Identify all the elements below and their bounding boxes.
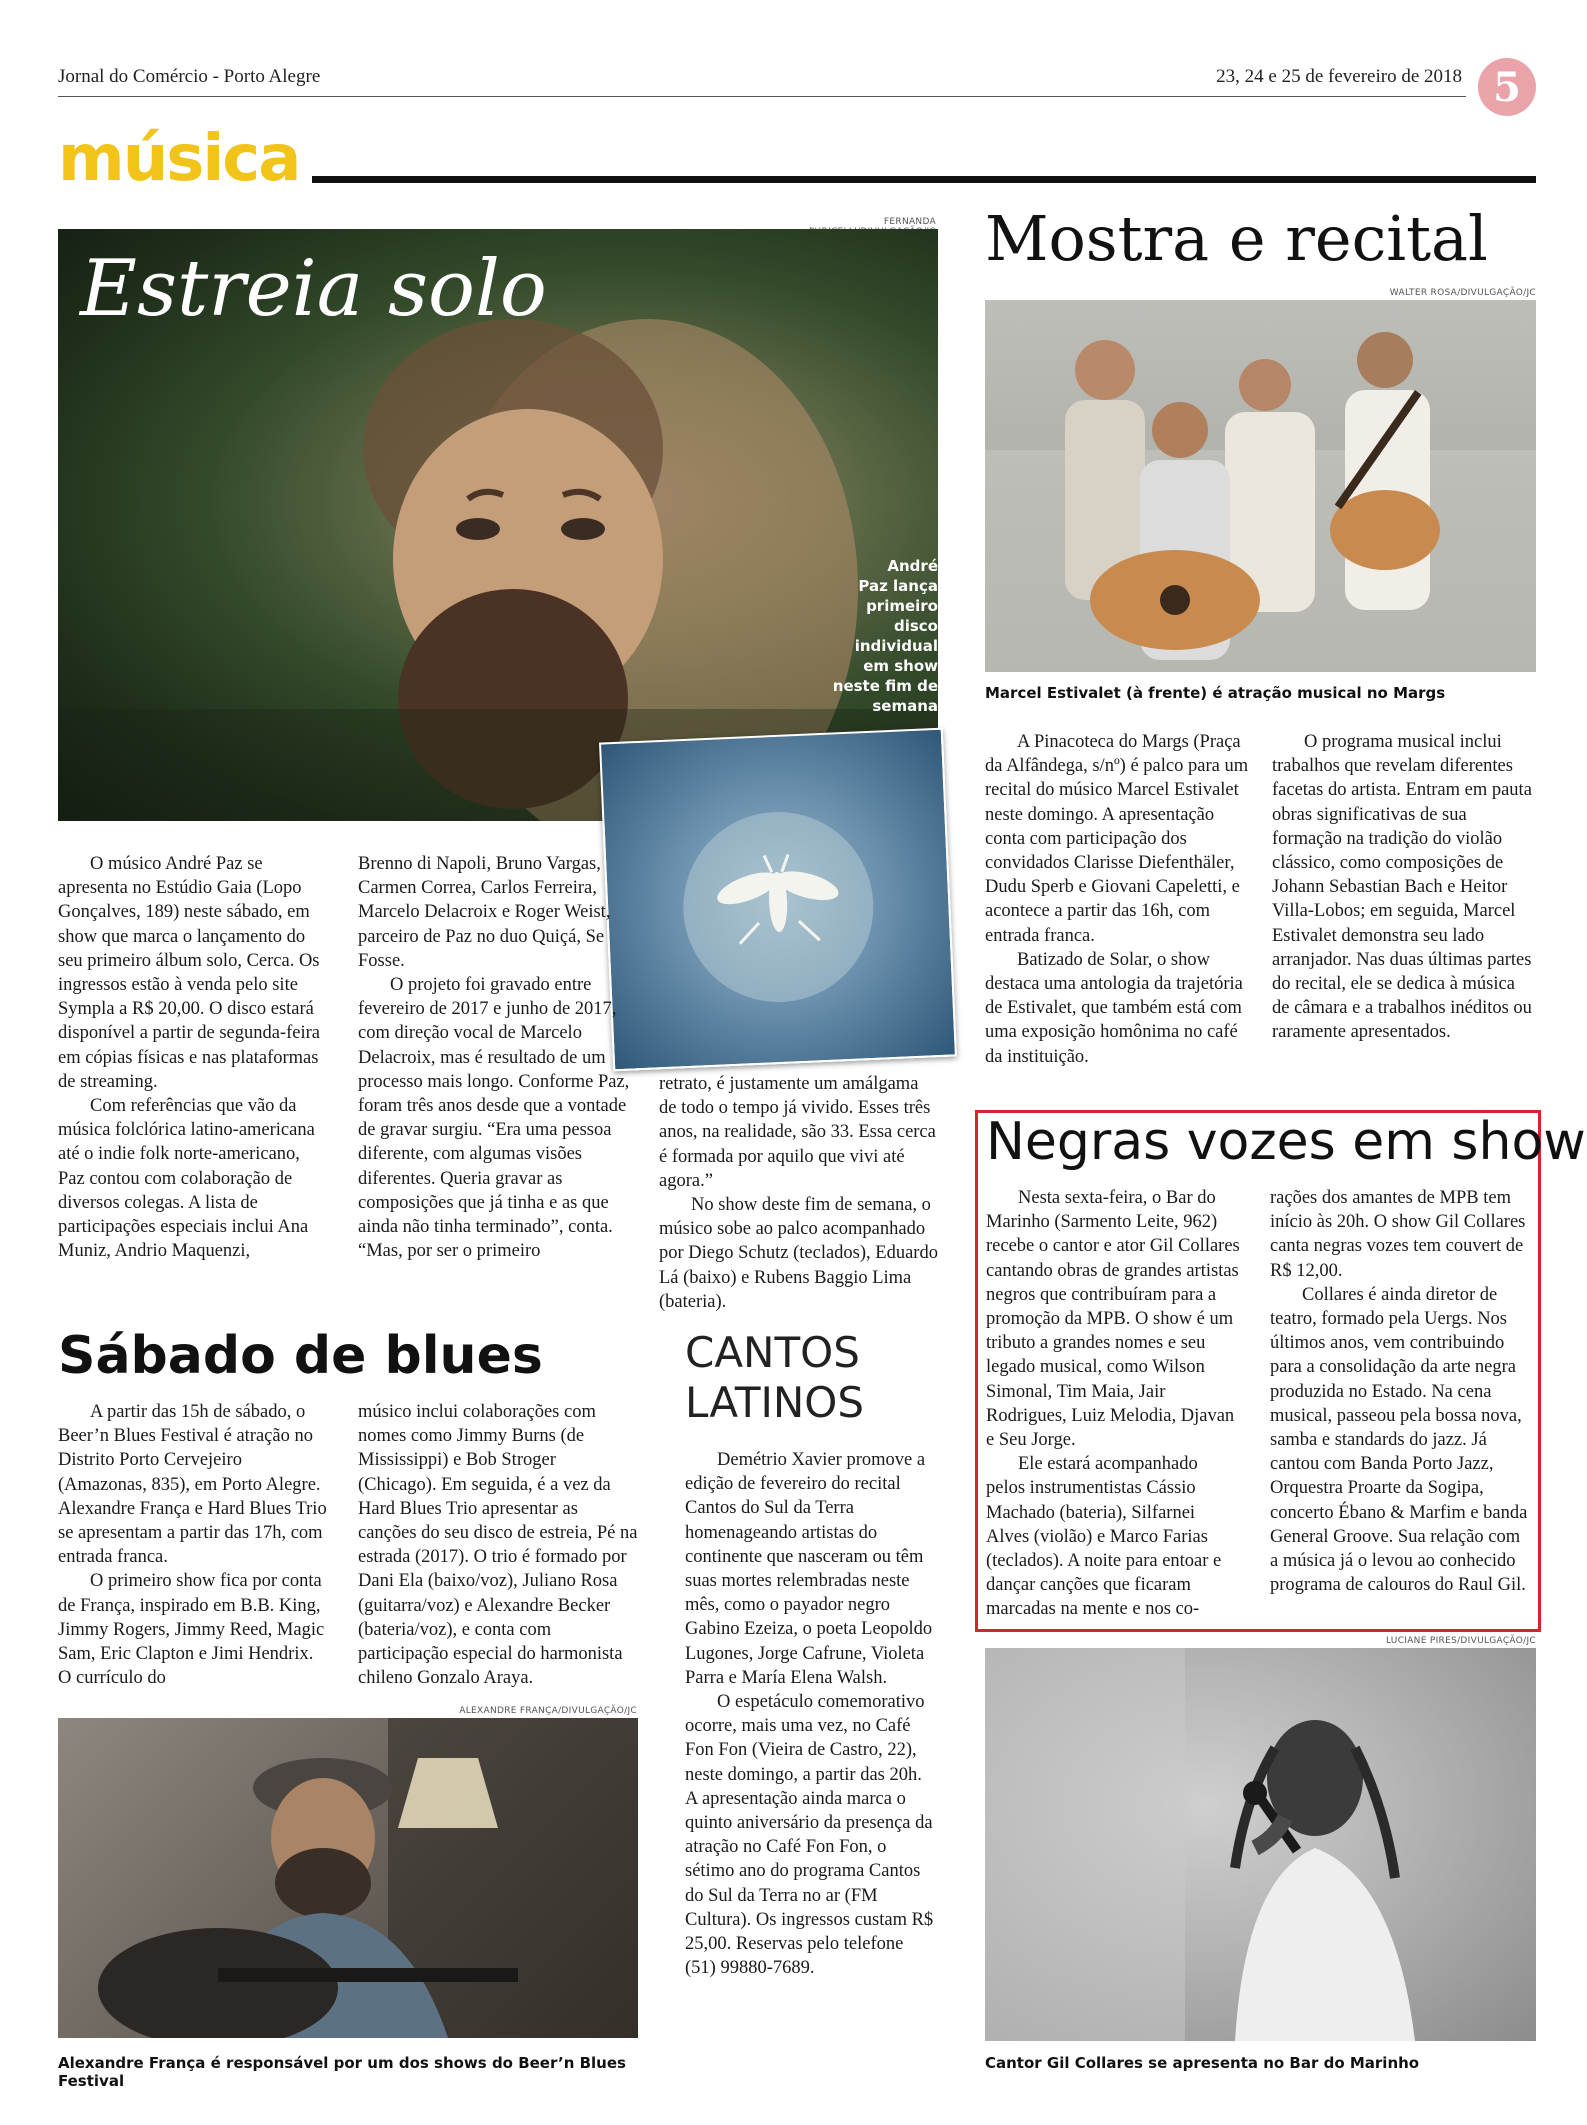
bee-icon: [601, 730, 955, 1070]
blues-photo: [58, 1718, 638, 2038]
blues-photo-credit: ALEXANDRE FRANÇA/DIVULGAÇÃO/JC: [459, 1706, 637, 1716]
blues-photo-caption: Alexandre França é responsável por um dos shows do Beer’n Blues Festival: [58, 2054, 626, 2090]
publication-name: Jornal do Comércio - Porto Alegre: [58, 66, 321, 87]
cantos-column: Demétrio Xavier promove a edição de fevereiro do recital Cantos do Sul da Terra homenageando artistas do continente que nasceram ou têm suas mortes relembradas neste mês, como o payador negro Gabino Ezeiza, o poeta Leopoldo Lugones, Jorge Cafrune, Violeta Parra e María Elena Walsh. O espetáculo comemorativo ocorre, mais uma vez, no Café Fon Fon (Vieira de Castro, 22), neste domingo, a partir das 20h. A apresentação ainda marca o quinto aniversário da presença da atração no Café Fon Fon, o sétimo ano do programa Cantos do Sul da Terra no ar (FM Cultura). Os ingressos custam R$ 25,00. Reservas pelo telefone (51) 99880-7689.: [685, 1450, 934, 1979]
header-rule: [58, 96, 1466, 97]
mostra-photo: [985, 300, 1536, 672]
estreia-column-1: O músico André Paz se apresenta no Estúdio Gaia (Lopo Gonçalves, 189) neste sábado, em show que marca o lançamento do seu primeiro álbum solo, Cerca. Os ingressos estão à venda pelo site Sympla a R$ 20,00. O disco estará disponível a partir de segunda-feira em cópias físicas e nas plataformas de streaming. Com referências que vão da música folclórica latino-americana até o indie folk norte-americano, Paz contou com colaboração de diversos colegas. A lista de participações especiais inclui Ana Muniz, Andrio Maquenzi,: [58, 854, 320, 1262]
mostra-title: Mostra e recital: [985, 202, 1488, 275]
blues-column-1: A partir das 15h de sábado, o Beer’n Blues Festival é atração no Distrito Porto Cervejeiro (Amazonas, 835), em Porto Alegre. Alexandre França e Hard Blues Trio se apresentam a partir das 17h, com entrada franca. O primeiro show fica por conta de França, inspirado em B.B. King, Jimmy Rogers, Jimmy Reed, Magic Sam, Eric Clapton e Jimi Hendrix. O currículo do: [58, 1402, 327, 1689]
estreia-photo-credit: FERNANDA: [883, 217, 936, 227]
cantos-title: CANTOS LATINOS: [685, 1328, 865, 1427]
estreia-photo-caption: André Paz lança primeiro disco individual em show neste fim de semana: [832, 557, 938, 715]
negras-photo-caption: Cantor Gil Collares se apresenta no Bar do Marinho: [985, 2054, 1420, 2072]
musicians-group-illustration: [985, 300, 1536, 672]
negras-column-1: Nesta sexta-feira, o Bar do Marinho (Sarmento Leite, 962) recebe o cantor e ator Gil Collares cantando obras de grandes artistas negros que contribuíram para a promoção da MPB. O show é um tributo a grandes nomes e seu legado musical, como Wilson Simonal, Tim Maia, Jair Rodrigues, Luiz Melodia, Djavan e Seu Jorge. Ele estará acompanhado pelos instrumentistas Cássio Machado (bateria), Silfarnei Alves (violão) e Marco Farias (teclados). A noite para entoar e dançar canções que ficaram marcadas na mente e nos co-: [986, 1188, 1240, 1620]
guitarist-illustration: [58, 1718, 638, 2038]
blues-title: Sábado de blues: [58, 1326, 543, 1386]
estreia-column-3: retrato, é justamente um amálgama de todo o tempo já vivido. Esses três anos, na realidade, são 33. Essa cerca é formada por aquilo que vivi até agora.” No show deste fim de semana, o músico sobe ao palco acompanhado por Diego Schutz (teclados), Eduardo Lá (baixo) e Rubens Baggio Lima (bateria).: [659, 1074, 938, 1312]
mostra-column-1: A Pinacoteca do Margs (Praça da Alfândega, s/nº) é palco para um recital do músico Marcel Estivalet neste domingo. A apresentação conta com participação dos convidados Clarisse Diefenthäler, Dudu Sperb e Giovani Capeletti, e acontece a partir das 16h, com entrada franca. Batizado de Solar, o show destaca uma antologia da trajetória de Estivalet, que também está com uma exposição homônima no café da instituição.: [985, 732, 1249, 1067]
singer-illustration: [985, 1648, 1536, 2041]
negras-photo-credit: LUCIANE PIRES/DIVULGAÇÃO/JC: [1385, 1636, 1536, 1646]
blues-column-2: músico inclui colaborações com nomes como Jimmy Burns (de Mississippi) e Bob Stroger (Chicago). Em seguida, é a vez da Hard Blues Trio apresentar as canções do seu disco de estreia, Pé na estrada (2017). O trio é formado por Dani Ela (baixo/voz), Juliano Rosa (guitarra/voz) e Alexandre Becker (bateria/voz), e conta com participação especial do harmonista chileno Gonzalo Araya.: [358, 1402, 638, 1689]
negras-photo: [985, 1648, 1536, 2041]
edition-date: 23, 24 e 25 de fevereiro de 2018: [1216, 66, 1462, 87]
mostra-photo-caption: Marcel Estivalet (à frente) é atração musical no Margs: [985, 684, 1446, 702]
mostra-photo-credit: WALTER ROSA/DIVULGAÇÃO/JC: [1389, 288, 1536, 298]
estreia-column-2: Brenno di Napoli, Bruno Vargas, Carmen Correa, Carlos Ferreira, Marcelo Delacroix e Roger Weist, parceiro de Paz no duo Quiçá, Se Fosse. O projeto foi gravado entre fevereiro de 2017 e junho de 2017, com direção vocal de Marcelo Delacroix, mas é resultado de um processo mais longo. Conforme Paz, foram três anos desde que a vontade de gravar surgiu. “Era uma pessoa diferente, com algumas visões diferentes. Queria gravar as composições que já tinha e as que ainda não tinha terminado”, conta. “Mas, por ser o primeiro: [358, 854, 630, 1262]
page-number-badge: 5: [1478, 58, 1536, 116]
negras-title: Negras vozes em show: [986, 1112, 1586, 1172]
album-cover: [599, 728, 957, 1072]
section-title: música: [58, 122, 300, 196]
negras-column-2: rações dos amantes de MPB tem início às 20h. O show Gil Collares canta negras vozes tem couvert de R$ 12,00. Collares é ainda diretor de teatro, formado pela Uergs. Nos últimos anos, vem contribuindo para a consolidação da arte negra produzida no Estado. Na cena musical, passeou pela bossa nova, samba e standards do jazz. Já cantou com Banda Porto Jazz, Orquestra Proarte da Sogipa, concerto Ébano & Marfim e banda General Groove. Sua relação com a música já o levou ao conhecido programa de calouros do Raul Gil.: [1270, 1188, 1528, 1596]
estreia-title: Estreia solo: [80, 244, 547, 334]
section-rule: [312, 176, 1536, 183]
mostra-column-2: O programa musical inclui trabalhos que revelam diferentes facetas do artista. Entram em pauta obras significativas de sua formação na tradição do violão clássico, como composições de Johann Sebastian Bach e Heitor Villa-Lobos; em seguida, Marcel Estivalet demonstra seu lado arranjador. Nas duas últimas partes do recital, ele se dedica à música de câmara e a trabalhos inéditos ou raramente apresentados.: [1272, 732, 1532, 1043]
